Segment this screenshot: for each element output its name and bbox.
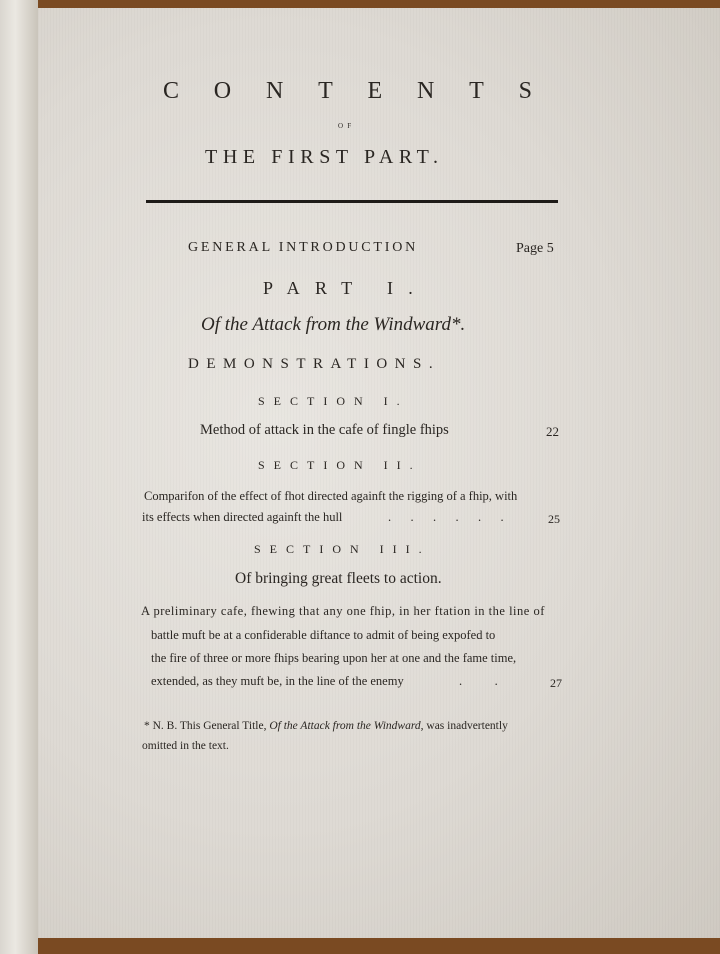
footnote-prefix: * N. B. This General Title, [144, 720, 267, 732]
title-of: OF [338, 122, 356, 130]
section-2-heading: SECTION II. [258, 458, 422, 472]
section-3-title: Of bringing great fleets to action. [235, 570, 442, 587]
page-subtitle: THE FIRST PART. [205, 146, 444, 168]
section-2-leader-dots: ...... [388, 510, 523, 524]
general-introduction-page: Page 5 [516, 241, 554, 256]
footnote-suffix: was inadvertently [426, 720, 508, 732]
general-introduction-label: GENERAL INTRODUCTION [188, 240, 419, 255]
part-subheading: Of the Attack from the Windward*. [201, 314, 466, 335]
section-2-entry-line-2: its effects when directed againft the hull [142, 510, 343, 524]
section-3-heading: SECTION III. [254, 542, 431, 556]
section-2-entry-line-1: Comparifon of the effect of fhot directed againft the rigging of a fhip, with [144, 489, 518, 503]
section-1-heading: SECTION I. [258, 394, 409, 408]
footnote-italic-title: Of the Attack from the Windward, [269, 720, 424, 732]
section-3-entry-line-4: extended, as they muft be, in the line of the enemy [151, 674, 404, 688]
footnote-line-1 [144, 720, 508, 732]
section-3-page: 27 [550, 676, 562, 690]
section-3-leader-dots: .. [459, 674, 531, 688]
part-heading: PART I. [263, 278, 429, 298]
footnote-line-2: omitted in the text. [142, 740, 229, 752]
title-rule [146, 200, 558, 203]
section-3-entry-line-3: the fire of three or more fhips bearing upon her at one and the fame time, [151, 651, 517, 665]
section-1-entry: Method of attack in the cafe of fingle fhips [200, 422, 449, 438]
section-3-entry-line-1: A preliminary cafe, fhewing that any one fhip, in her ftation in the line of [141, 604, 545, 618]
section-1-page: 22 [546, 424, 559, 439]
demonstrations-heading: DEMONSTRATIONS. [188, 356, 441, 372]
book-gutter [0, 0, 38, 954]
book-page [38, 8, 720, 938]
page-title: CONTENTS [163, 78, 567, 104]
section-3-entry-line-2: battle muft be at a confiderable diftance to admit of being expofed to [151, 628, 496, 642]
section-2-page: 25 [548, 512, 560, 526]
